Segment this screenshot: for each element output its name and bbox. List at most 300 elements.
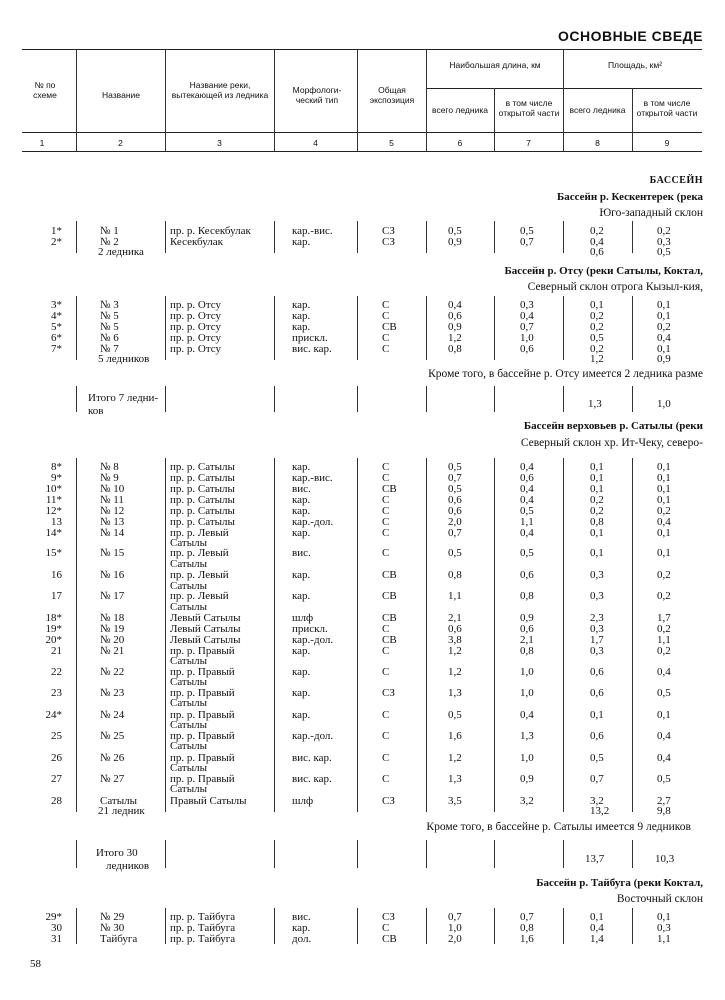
- column-separator: [76, 458, 77, 812]
- table-cell-name: № 5: [100, 310, 119, 322]
- table-cell-l: 2,0: [448, 933, 462, 945]
- table-cell-n: 21: [51, 645, 62, 657]
- table-cell-lo: 2,1: [520, 634, 534, 646]
- table-cell-n: 22: [51, 666, 62, 678]
- table-cell-type: шлф: [292, 795, 314, 807]
- column-separator: [494, 458, 495, 812]
- table-cell-river: Сатылы: [170, 580, 208, 592]
- table-cell-type: кар.: [292, 527, 311, 539]
- section-2-total-area: 1,3: [588, 398, 602, 410]
- column-separator: [632, 458, 633, 812]
- table-cell-name: № 3: [100, 299, 119, 311]
- header-vline: [563, 49, 564, 151]
- table-cell-l: 0,6: [448, 623, 462, 635]
- table-cell-a: 0,2: [590, 494, 604, 506]
- table-cell-n: 14*: [45, 527, 62, 539]
- table-cell-n: 2*: [51, 236, 62, 248]
- table-cell-l: 0,5: [448, 547, 462, 559]
- table-cell-river: пр. р. Тайбуга: [170, 922, 236, 934]
- column-separator: [274, 296, 275, 360]
- column-separator: [494, 908, 495, 944]
- table-cell-a: 0,1: [590, 709, 604, 721]
- table-cell-l: 0,5: [448, 709, 462, 721]
- table-cell-type: кар.: [292, 645, 311, 657]
- table-cell-lo: 0,4: [520, 310, 534, 322]
- table-cell-name: № 14: [100, 527, 125, 539]
- column-separator: [632, 221, 633, 253]
- table-cell-river: пр. р. Правый: [170, 709, 235, 721]
- column-separator: [426, 908, 427, 944]
- table-cell-type: кар.: [292, 321, 311, 333]
- section-2-total-line1: Итого 7 ледни-: [88, 392, 159, 404]
- table-cell-type: кар.: [292, 590, 311, 602]
- table-cell-type: вис.: [292, 547, 311, 559]
- column-separator: [563, 296, 564, 360]
- table-cell-n: 31: [51, 933, 62, 945]
- table-cell-type: кар.: [292, 461, 311, 473]
- section-2-subtitle: Северный склон отрога Кызыл-кия,: [527, 281, 703, 293]
- section-3-subtitle: Северный склон хр. Ит-Чеку, северо-: [520, 437, 703, 449]
- table-cell-river: пр. р. Правый: [170, 666, 235, 678]
- table-cell-exp: СВ: [382, 612, 397, 624]
- table-cell-river: пр. р. Кесекбулак: [170, 225, 251, 237]
- header-col-name: Название: [102, 90, 140, 100]
- table-cell-type: дол.: [292, 933, 312, 945]
- table-cell-name: № 12: [100, 505, 125, 517]
- table-cell-lo: 1,0: [520, 687, 534, 699]
- column-separator: [494, 386, 495, 412]
- table-cell-type: кар.: [292, 709, 311, 721]
- table-cell-n: 23: [51, 687, 62, 699]
- col-num-2: 2: [118, 138, 123, 148]
- table-cell-river: пр. р. Отсу: [170, 343, 222, 355]
- table-cell-river: пр. р. Сатылы: [170, 472, 235, 484]
- page-number: 58: [30, 958, 41, 970]
- section-3-total-label: [96, 847, 149, 873]
- table-cell-type: вис.: [292, 483, 311, 495]
- table-cell-river: Сатылы: [170, 655, 208, 667]
- table-cell-ao: 0,4: [657, 516, 671, 528]
- table-cell-n: 20*: [45, 634, 62, 646]
- table-cell-name: № 16: [100, 569, 125, 581]
- table-cell-ao: 0,1: [657, 483, 671, 495]
- table-cell-name: № 13: [100, 516, 125, 528]
- table-cell-ao: 0,2: [657, 569, 671, 581]
- table-cell-type: кар.: [292, 494, 311, 506]
- table-cell-type: вис. кар.: [292, 752, 332, 764]
- column-separator: [165, 908, 166, 944]
- section-2-total-open: 1,0: [657, 398, 671, 410]
- table-cell-a: 0,1: [590, 483, 604, 495]
- table-cell-a: 0,6: [590, 687, 604, 699]
- table-cell-type: кар.-дол.: [292, 634, 334, 646]
- table-cell-n: 6*: [51, 332, 62, 344]
- section-4-title: Бассейн р. Тайбуга (реки Коктал,: [536, 877, 703, 889]
- table-cell-ao: 0,1: [657, 709, 671, 721]
- table-cell-exp: С: [382, 547, 390, 559]
- table-cell-ao: 0,1: [657, 472, 671, 484]
- table-cell-lo: 0,6: [520, 569, 534, 581]
- table-cell-river: пр. р. Правый: [170, 645, 235, 657]
- table-cell-l: 0,7: [448, 911, 462, 923]
- table-cell-ao: 0,4: [657, 752, 671, 764]
- table-cell-river: пр. р. Сатылы: [170, 461, 235, 473]
- table-cell-name: № 18: [100, 612, 125, 624]
- table-cell-lo: 0,8: [520, 922, 534, 934]
- column-separator: [426, 221, 427, 253]
- table-cell-exp: С: [382, 623, 390, 635]
- table-cell-type: шлф: [292, 612, 314, 624]
- table-cell-river: Сатылы: [170, 697, 208, 709]
- table-cell-l: 0,6: [448, 494, 462, 506]
- table-cell-name: № 9: [100, 472, 119, 484]
- table-cell-lo: 0,8: [520, 590, 534, 602]
- section-2-total-label: [88, 392, 158, 418]
- col-num-9: 9: [664, 138, 670, 148]
- table-cell-exp: С: [382, 494, 390, 506]
- table-cell-lo: 1,0: [520, 332, 534, 344]
- table-cell-a: 0,4: [590, 922, 604, 934]
- table-cell-a: 0,1: [590, 547, 604, 559]
- table-cell-name: № 6: [100, 332, 119, 344]
- table-cell-l: 0,8: [448, 569, 462, 581]
- table-cell-exp: С: [382, 645, 390, 657]
- table-cell-a: 0,3: [590, 590, 604, 602]
- column-separator: [563, 840, 564, 868]
- table-cell-exp: СЗ: [382, 911, 395, 923]
- table-cell-n: 7*: [51, 343, 62, 355]
- table-cell-lo: 1,6: [520, 933, 534, 945]
- table-cell-l: 0,7: [448, 472, 462, 484]
- page-title: ОСНОВНЫЕ СВЕДЕ: [557, 28, 703, 44]
- table-cell-ao: 0,4: [657, 666, 671, 678]
- table-cell-type: прискл.: [292, 332, 328, 344]
- table-cell-type: кар.: [292, 687, 311, 699]
- column-separator: [165, 296, 166, 360]
- table-cell-lo: 0,5: [520, 225, 534, 237]
- table-cell-ao: 1,1: [657, 933, 671, 945]
- table-cell-a: 0,8: [590, 516, 604, 528]
- column-separator: [165, 458, 166, 812]
- table-cell-river: Сатылы: [170, 762, 208, 774]
- section-2-title: Бассейн р. Отсу (реки Сатылы, Коктал,: [504, 265, 703, 277]
- table-cell-a: 0,2: [590, 225, 604, 237]
- column-separator: [563, 458, 564, 812]
- table-cell-lo: 0,8: [520, 645, 534, 657]
- table-cell-ao: 2,7: [657, 795, 671, 807]
- table-cell-river: пр. р. Отсу: [170, 299, 222, 311]
- table-cell-a: 0,1: [590, 461, 604, 473]
- table-cell-river: пр. р. Правый: [170, 752, 235, 764]
- column-separator: [357, 458, 358, 812]
- section-2-note: Кроме того, в бассейне р. Отсу имеется 2 ледника разме: [428, 368, 703, 380]
- table-cell-lo: 0,7: [520, 236, 534, 248]
- table-cell-lo: 0,6: [520, 343, 534, 355]
- table-cell-river: Сатылы: [170, 740, 208, 752]
- table-cell-exp: СВ: [382, 933, 397, 945]
- header-col-length-open: в том числе открытой части: [498, 98, 560, 118]
- table-cell-name: № 29: [100, 911, 125, 923]
- table-cell-lo: 0,7: [520, 911, 534, 923]
- table-cell-a: 0,6: [590, 246, 604, 258]
- table-cell-river: пр. р. Отсу: [170, 332, 222, 344]
- table-cell-exp: СВ: [382, 483, 397, 495]
- table-cell-exp: СВ: [382, 634, 397, 646]
- table-cell-l: 3,8: [448, 634, 462, 646]
- table-cell-name: 2 ледника: [98, 246, 144, 258]
- column-separator: [274, 386, 275, 412]
- table-cell-river: Сатылы: [170, 719, 208, 731]
- table-cell-a: 0,6: [590, 730, 604, 742]
- table-cell-lo: 1,3: [520, 730, 534, 742]
- table-cell-ao: 0,2: [657, 623, 671, 635]
- table-cell-exp: СЗ: [382, 795, 395, 807]
- column-separator: [357, 840, 358, 868]
- table-cell-n: 1*: [51, 225, 62, 237]
- table-cell-a: 0,2: [590, 505, 604, 517]
- column-separator: [494, 840, 495, 868]
- table-cell-name: № 11: [100, 494, 124, 506]
- table-cell-a: 0,3: [590, 645, 604, 657]
- header-vline: [357, 49, 358, 151]
- section-1-subtitle: Юго-западный склон: [599, 207, 703, 219]
- table-cell-type: кар.: [292, 236, 311, 248]
- table-cell-river: пр. р. Левый: [170, 590, 229, 602]
- table-cell-n: 12*: [45, 505, 62, 517]
- column-separator: [426, 296, 427, 360]
- table-cell-lo: 1,0: [520, 752, 534, 764]
- table-cell-exp: С: [382, 709, 390, 721]
- table-cell-l: 0,6: [448, 505, 462, 517]
- table-cell-name: № 1: [100, 225, 119, 237]
- table-cell-ao: 1,1: [657, 634, 671, 646]
- table-cell-n: 11*: [45, 494, 62, 506]
- table-cell-exp: СВ: [382, 569, 397, 581]
- table-cell-n: 13: [51, 516, 62, 528]
- section-3-note: Кроме того, в бассейне р. Сатылы имеется 9 ледников: [426, 821, 691, 833]
- table-cell-a: 1,4: [590, 933, 604, 945]
- table-cell-n: 18*: [45, 612, 62, 624]
- table-cell-lo: 0,5: [520, 505, 534, 517]
- table-cell-l: 1,2: [448, 752, 462, 764]
- table-cell-lo: 0,4: [520, 461, 534, 473]
- section-3-total-open: 10,3: [655, 853, 675, 865]
- table-cell-name: № 21: [100, 645, 125, 657]
- table-cell-l: 0,4: [448, 299, 462, 311]
- column-separator: [632, 840, 633, 868]
- table-cell-exp: С: [382, 730, 390, 742]
- table-cell-l: 1,3: [448, 773, 462, 785]
- table-cell-river: Сатылы: [170, 537, 208, 549]
- header-col-river: Название реки, вытекающей из ледника: [171, 80, 269, 100]
- table-cell-type: кар.-дол.: [292, 516, 334, 528]
- table-cell-name: № 27: [100, 773, 125, 785]
- column-separator: [76, 908, 77, 944]
- table-cell-exp: С: [382, 773, 390, 785]
- table-cell-lo: 0,9: [520, 612, 534, 624]
- table-cell-name: № 10: [100, 483, 125, 495]
- header-length-group: Наибольшая длина, км: [449, 60, 541, 70]
- table-cell-l: 1,1: [448, 590, 462, 602]
- table-cell-ao: 0,1: [657, 343, 671, 355]
- table-cell-exp: С: [382, 666, 390, 678]
- table-cell-river: Левый Сатылы: [170, 623, 241, 635]
- column-separator: [274, 221, 275, 253]
- table-cell-river: пр. р. Сатылы: [170, 505, 235, 517]
- table-cell-a: 0,5: [590, 332, 604, 344]
- table-cell-river: Сатылы: [170, 601, 208, 613]
- table-cell-ao: 0,2: [657, 321, 671, 333]
- column-separator: [165, 840, 166, 868]
- table-cell-a: 0,2: [590, 310, 604, 322]
- table-cell-exp: С: [382, 332, 390, 344]
- column-separator: [563, 908, 564, 944]
- column-separator: [563, 386, 564, 412]
- table-cell-type: кар.-вис.: [292, 225, 333, 237]
- table-cell-river: пр. р. Отсу: [170, 310, 222, 322]
- table-cell-name: № 2: [100, 236, 119, 248]
- section-3-title: Бассейн верховьев р. Сатылы (реки: [523, 420, 703, 432]
- column-separator: [76, 296, 77, 360]
- table-cell-l: 2,0: [448, 516, 462, 528]
- table-cell-name: Сатылы: [100, 795, 138, 807]
- table-cell-a: 0,5: [590, 752, 604, 764]
- table-cell-name: № 26: [100, 752, 125, 764]
- table-cell-n: 26: [51, 752, 62, 764]
- table-cell-exp: СЗ: [382, 225, 395, 237]
- table-cell-river: пр. р. Левый: [170, 547, 229, 559]
- table-cell-name: № 25: [100, 730, 125, 742]
- column-separator: [357, 296, 358, 360]
- column-separator: [632, 296, 633, 360]
- table-cell-n: 25: [51, 730, 62, 742]
- table-cell-l: 2,1: [448, 612, 462, 624]
- table-cell-lo: 0,3: [520, 299, 534, 311]
- table-cell-type: кар.: [292, 666, 311, 678]
- table-cell-a: 0,1: [590, 299, 604, 311]
- table-cell-river: пр. р. Правый: [170, 773, 235, 785]
- table-cell-ao: 0,1: [657, 527, 671, 539]
- table-cell-l: 0,5: [448, 461, 462, 473]
- table-cell-a: 1,2: [590, 353, 604, 365]
- header-top-rule: [22, 49, 702, 50]
- table-cell-name: № 24: [100, 709, 125, 721]
- header-col-length-total: всего ледника: [432, 105, 488, 115]
- table-cell-type: вис. кар.: [292, 773, 332, 785]
- header-col-area-open: в том числе открытой части: [636, 98, 698, 118]
- header-vline: [274, 49, 275, 151]
- table-cell-l: 1,2: [448, 332, 462, 344]
- table-cell-a: 0,1: [590, 527, 604, 539]
- table-cell-l: 1,0: [448, 922, 462, 934]
- section-3-total-line1: Итого 30: [96, 847, 138, 859]
- header-vline: [76, 49, 77, 151]
- table-cell-type: вис. кар.: [292, 343, 332, 355]
- col-num-7: 7: [526, 138, 531, 148]
- table-cell-l: 3,5: [448, 795, 462, 807]
- table-cell-a: 0,3: [590, 569, 604, 581]
- table-cell-lo: 0,4: [520, 527, 534, 539]
- table-cell-exp: С: [382, 516, 390, 528]
- table-cell-type: кар.: [292, 299, 311, 311]
- section-4-subtitle: Восточный склон: [616, 893, 703, 905]
- table-cell-name: № 8: [100, 461, 119, 473]
- table-cell-a: 0,7: [590, 773, 604, 785]
- table-cell-a: 0,3: [590, 623, 604, 635]
- col-num-5: 5: [389, 138, 394, 148]
- table-cell-lo: 1,0: [520, 666, 534, 678]
- table-cell-a: 0,4: [590, 236, 604, 248]
- table-cell-exp: СЗ: [382, 236, 395, 248]
- table-cell-type: кар.: [292, 569, 311, 581]
- table-cell-a: 0,1: [590, 472, 604, 484]
- section-2-total-line2: ков: [88, 405, 104, 417]
- table-cell-a: 1,7: [590, 634, 604, 646]
- table-cell-n: 5*: [51, 321, 62, 333]
- table-cell-a: 0,2: [590, 321, 604, 333]
- col-num-1: 1: [39, 138, 45, 148]
- table-cell-name: № 30: [100, 922, 125, 934]
- table-cell-n: 28: [51, 795, 62, 807]
- table-cell-l: 0,9: [448, 321, 462, 333]
- table-cell-ao: 0,1: [657, 911, 671, 923]
- table-cell-name: № 17: [100, 590, 125, 602]
- column-separator: [426, 840, 427, 868]
- column-separator: [76, 840, 77, 868]
- table-cell-river: пр. р. Левый: [170, 527, 229, 539]
- table-cell-lo: 0,7: [520, 321, 534, 333]
- table-cell-river: пр. р. Тайбуга: [170, 933, 236, 945]
- table-cell-n: 30: [51, 922, 62, 934]
- table-cell-l: 0,6: [448, 310, 462, 322]
- table-cell-river: пр. р. Сатылы: [170, 494, 235, 506]
- table-cell-river: Сатылы: [170, 783, 208, 795]
- column-separator: [632, 908, 633, 944]
- table-cell-exp: СВ: [382, 590, 397, 602]
- table-cell-ao: 0,2: [657, 225, 671, 237]
- table-cell-ao: 0,3: [657, 922, 671, 934]
- table-cell-n: 10*: [45, 483, 62, 495]
- table-cell-exp: С: [382, 461, 390, 473]
- column-separator: [76, 221, 77, 253]
- table-cell-ao: 0,4: [657, 730, 671, 742]
- section-1-title: Бассейн р. Кескентерек (река: [556, 191, 703, 203]
- table-cell-l: 0,8: [448, 343, 462, 355]
- table-cell-exp: С: [382, 527, 390, 539]
- table-cell-n: 27: [51, 773, 62, 785]
- table-cell-exp: С: [382, 310, 390, 322]
- table-cell-lo: 0,6: [520, 472, 534, 484]
- table-cell-ao: 0,4: [657, 332, 671, 344]
- section-3-total-line2: ледников: [106, 860, 150, 872]
- column-separator: [274, 840, 275, 868]
- table-cell-ao: 0,3: [657, 236, 671, 248]
- table-cell-lo: 0,5: [520, 547, 534, 559]
- column-separator: [494, 296, 495, 360]
- table-cell-lo: 0,9: [520, 773, 534, 785]
- table-cell-river: пр. р. Сатылы: [170, 516, 235, 528]
- table-cell-type: кар.: [292, 922, 311, 934]
- table-cell-ao: 0,2: [657, 590, 671, 602]
- col-num-6: 6: [457, 138, 463, 148]
- table-cell-l: 0,5: [448, 483, 462, 495]
- table-cell-n: 29*: [45, 911, 62, 923]
- table-cell-n: 4*: [51, 310, 62, 322]
- table-cell-n: 3*: [51, 299, 62, 311]
- table-cell-n: 9*: [51, 472, 62, 484]
- table-cell-l: 1,2: [448, 666, 462, 678]
- table-cell-ao: 0,1: [657, 494, 671, 506]
